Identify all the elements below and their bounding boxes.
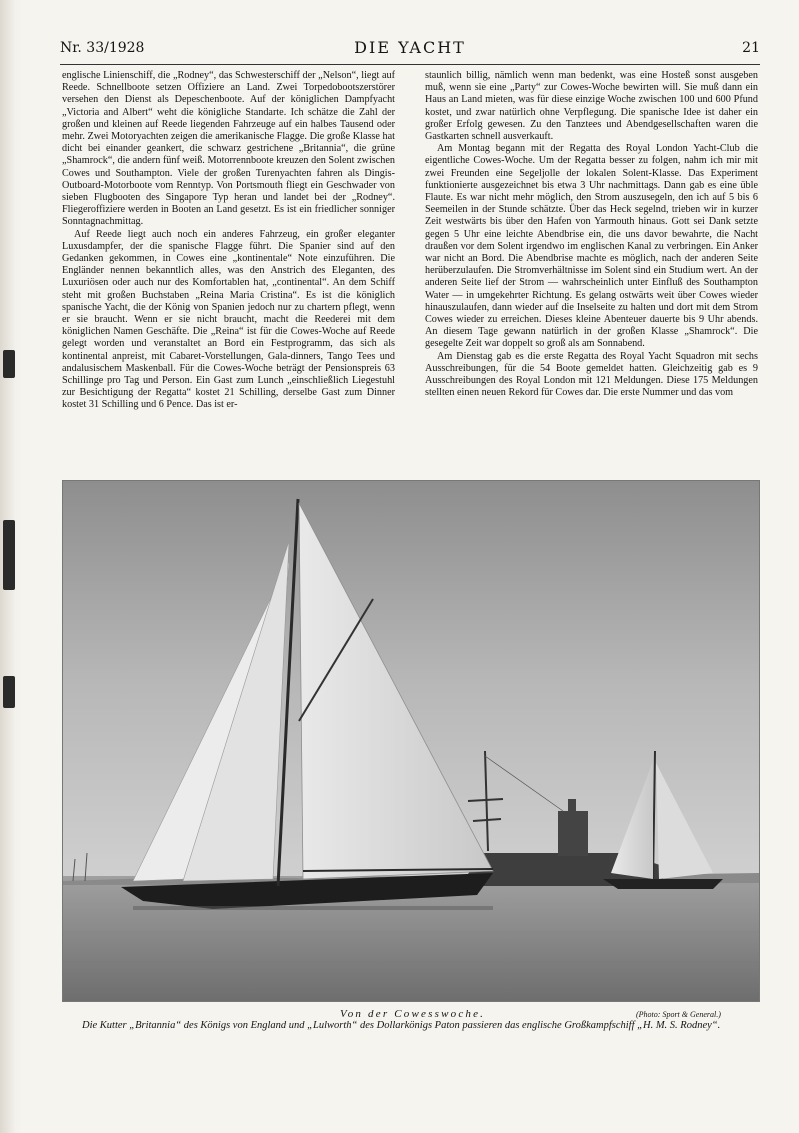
figure-caption: Die Kutter „Britannia“ des Königs von England und „Lulworth“ des Dollarkönigs Paton passieren das englische Großkampfschiff „H. M. S. Rodney“. <box>82 1020 721 1031</box>
binding-edge <box>0 0 22 1133</box>
photo-illustration <box>63 481 759 1001</box>
issue-number: Nr. 33/1928 <box>60 40 145 56</box>
page-number: 21 <box>742 40 760 56</box>
paragraph: Am Montag begann mit der Regatta des Royal London Yacht-Club die eigentliche Cowes-Woche. Um der Regatta besser zu folgen, nahm ich mir mit zwei Freunden eine Segeljolle der lokalen Solent-Klasse. Das Experiment funktionierte ausgezeichnet bis etwa 3 Uhr nachmittags. Dann gab es eine üble Flaute. Es war nicht mehr möglich, den Strom auszusegeln, den ich auf 5 bis 6 Seemeilen in der Stunde schätzte. Über das Heck segelnd, trieben wir in kurzer Zeit westwärts bis über den Hafen von Yarmouth hinaus. Gott sei Dank setzte gegen 5 Uhr eine leichte Abendbrise ein, die uns davor bewahrte, die Nacht draußen vor dem Solent irgendwo im englischen Kanal zu verbringen. Ein Anker war nicht an Bord. Die Abendbrise machte es möglich, nach der anderen Seite herüberzulaufen. Die Stromverhältnisse im Solent sind ein Studium wert. An der anderen Seite lief der Strom — wahrscheinlich unter Einfluß des Southampton Water — in umgekehrter Richtung. Es gelang ostwärts weit über Cowes wieder hinauszulaufen, dann wieder auf die Inselseite zu halten und dort mit dem Strom Cowes wieder zu erreichen. Dieses kleine Abenteuer dauerte bis 9 Uhr abends. An diesem Tage gewann natürlich in der großen Klasse „Shamrock“. Die gesegelte Zeit war doppelt so groß als am Sonnabend. <box>425 143 758 350</box>
paragraph: Am Dienstag gab es die erste Regatta des Royal Yacht Squadron mit sechs Ausschreibungen, für die 54 Boote gemeldet hatten. Gleichzeitig gab es 9 Ausschreibungen des Royal London mit 121 Meldungen. Diese 175 Meldungen stellten einen neuen Rekord für Cowes dar. Die erste Nummer und das vom <box>425 350 758 399</box>
page-header <box>60 40 760 62</box>
reflection <box>133 906 493 910</box>
sailing-photo <box>62 480 760 1002</box>
photo-credit: (Photo: Sport & General.) <box>636 1010 721 1019</box>
binding-hole <box>3 676 15 708</box>
paragraph: Auf Reede liegt auch noch ein anderes Fahrzeug, ein großer eleganter Luxusdampfer, der die spanische Flagge führt. Die Spanier sind auf den Gedanken gekommen, in Cowes eine „kontinentale“ Note einzuführen. Die Engländer nennen bekanntlich alles, was den Anstrich des Eleganten, des Luxuriösen oder auch nur des Komfortablen hat, „continental“. An dem Schiff steht mit großen Buchstaben „Reina Maria Cristina“. Es ist die königlich spanische Yacht, die der König von Spanien jedoch nur zu chartern pflegt, wenn er sie braucht. Wenn er sie nicht braucht, macht die Reederei mit dem königlichen Namen Geschäfte. Die „Reina“ ist für die Cowes-Woche auf Reede gelegt worden und veranstaltet an Bord ein Festprogramm, das sich als kontinental anpreist, mit Cabaret-Vorstellungen, Gala-dinners, Tango Tees und andalusischem Maskenball. Für die Cowes-Woche beträgt der Pensionspreis 63 Schillinge pro Tag und Person. Ein Gast zum Lunch „einschließlich Liegestuhl zur Besichtigung der Regatta“ kostet 21 Schilling, derselbe Gast zum Dinner kostet 31 Schilling und 6 Pence. Das ist er- <box>62 228 395 411</box>
wave <box>63 961 759 963</box>
figure-caption-title: Von der Cowesswoche. <box>340 1008 486 1020</box>
binding-hole <box>3 520 15 590</box>
binding-hole <box>3 350 15 378</box>
text-column-left <box>62 70 395 455</box>
wave <box>63 931 759 933</box>
header-rule <box>60 64 760 65</box>
magazine-title: DIE YACHT <box>354 38 466 57</box>
text-column-right <box>425 70 758 455</box>
paragraph: staunlich billig, nämlich wenn man bedenkt, was eine Hosteß sonst ausgeben muß, wenn sie eine „Party“ zur Cowes-Woche bewirten will. Sie muß dann ein Haus an Land mieten, was für diese einzige Woche zwischen 100 und 600 Pfund kostet, und zwar natürlich ohne Verpflegung. Die spanische Idee ist daher ein großer Erfolg gewesen. Zu den Tanztees und Abendgesellschaften waren die Gastkarten schnell ausverkauft. <box>425 70 758 143</box>
paragraph: englische Linienschiff, die „Rodney“, das Schwesterschiff der „Nelson“, liegt auf Reede. Schnellboote setzen Offiziere an Land. Zwei Torpedobootszerstörer versehen den Dienst als Depeschenboote. Auf der königlichen Dampfyacht „Victoria and Albert“ weht die königliche Standarte. Ich schätze die Zahl der großen und kleinen auf Reede liegenden Fahrzeuge auf ein halbes Tausend oder mehr. Zwei Motoryachten zeigen die amerikanische Flagge. Die große Klasse hat dicht bei einander geankert, die schwarz gestrichene „Britannia“, die grüne „Shamrock“, die andern fünf weiß. Motorrennboote kreuzen den Solent zwischen Cowes und Southampton. Viele der großen Turenyachten fahren als Dingis-Outboard-Motorboote vom Renntyp. Von Portsmouth fliegt ein Geschwader von sieben Flugbooten des Singapore Typ heran und landet bei der „Rodney“. Fliegeroffiziere werden in Booten an Land gesetzt. Es ist ein friedlicher sonniger Sonntagnachmittag. <box>62 70 395 228</box>
